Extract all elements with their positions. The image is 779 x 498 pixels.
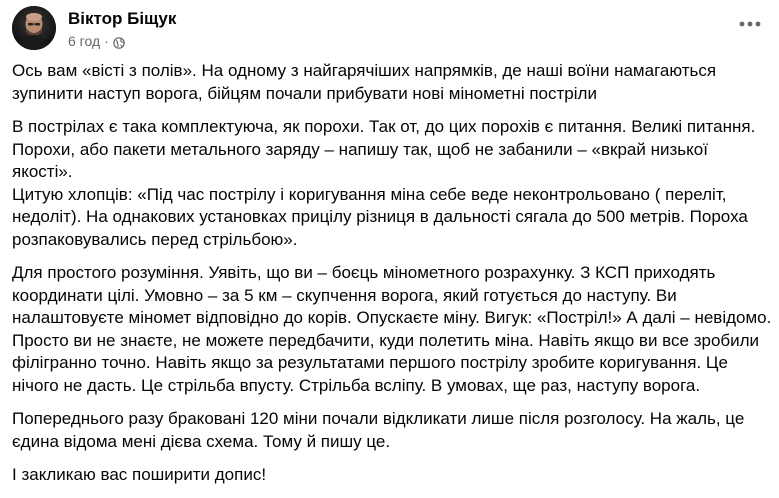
post-paragraph-2: В пострілах є така комплектуюча, як порохи. Так от, до цих порохів є питання. Великі питання. Порохи, або пакети метального заряду – напишу так, щоб не забанили – «вкрай низької якості». Цитую хлопців: «Під час пострілу і коригування міна себе веде неконтрольовано ( переліт, недоліт). На однакових установках прицілу різниця в дальності сягала до 500 метрів. Пороха розпаковувались перед стрільбою». — [12, 117, 756, 249]
more-options-button[interactable] — [735, 12, 765, 36]
author-avatar[interactable] — [12, 6, 56, 50]
more-options-icon — [739, 21, 761, 27]
post-timestamp[interactable]: 6 год — [68, 33, 101, 49]
meta-separator: · — [104, 33, 109, 49]
post-header — [12, 6, 767, 52]
globe-icon[interactable] — [113, 36, 125, 48]
author-name[interactable]: Віктор Біщук — [68, 9, 177, 28]
post-paragraph-5: І закликаю вас поширити допис! — [12, 465, 267, 484]
post-paragraph-1: Ось вам «вісті з полів». На одному з найгарячіших напрямків, де наші воїни намагаються зупинити наступ ворога, бійцям почали прибувати нові мінометні постріли — [12, 61, 717, 103]
post-paragraph-4: Попереднього разу браковані 120 міни почали відкликати лише після розголосу. На жаль, це єдина відома мені дієва схема. Тому й пишу це. — [12, 409, 745, 451]
post-meta — [68, 33, 125, 49]
post-paragraph-3: Для простого розуміння. Уявіть, що ви – боєць мінометного розрахунку. З КСП приходять координати цілі. Умовно – за 5 км – скупчення ворога, який готується до наступу. Ви налаштовуєте міномет відповідно до корів. Опускаєте міну. Вигук: «Постріл!» А далі – невідомо. Просто ви не знаєте, не можете передбачити, куди полетить міна. Навіть якщо ви все зробили філігранно точно. Навіть якщо за результатами першого пострілу зробите коригування. Це нічого не дасть. Це стрільба впусту. Стрільба всліпу. В умовах, ще раз, наступу ворога. — [12, 263, 772, 395]
post-body — [12, 60, 772, 498]
avatar-image — [12, 6, 56, 50]
